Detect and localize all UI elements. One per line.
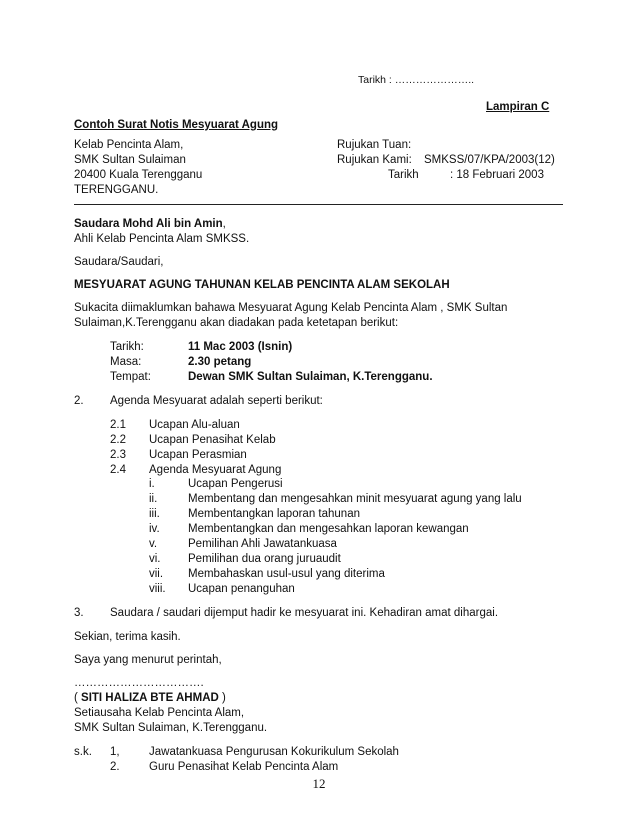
attachment-label: Lampiran C: [486, 101, 550, 113]
sub-agenda-number: vi.: [149, 553, 161, 565]
order-line: Saya yang menurut perintah,: [74, 654, 222, 666]
agenda-item: Ucapan Perasmian: [149, 449, 247, 461]
agenda-item: Ucapan Alu-aluan: [149, 419, 240, 431]
item-number: 3.: [74, 607, 84, 619]
recipient-comma: ,: [222, 218, 226, 230]
intro-line: Sulaiman,K.Terengganu akan diadakan pada ketetapan berikut:: [74, 317, 399, 329]
agenda-number: 2.1: [110, 419, 126, 431]
item-number: 2.: [74, 395, 84, 407]
ref-ours-value: SMKSS/07/KPA/2003(12): [424, 154, 555, 166]
detail-label: Masa:: [110, 356, 142, 368]
divider: [74, 204, 563, 205]
agenda-number: 2.4: [110, 464, 126, 476]
detail-label: Tempat:: [110, 371, 151, 383]
detail-label: Tarikh:: [110, 341, 144, 353]
sub-agenda-number: iii.: [149, 508, 160, 520]
sub-agenda-number: ii.: [149, 493, 158, 505]
cc-number: 1,: [110, 746, 120, 758]
sub-agenda-item: Pemilihan Ahli Jawatankuasa: [188, 538, 337, 550]
sub-agenda-number: i.: [149, 478, 155, 490]
agenda-item: Agenda Mesyuarat Agung: [149, 464, 282, 476]
ref-ours-label: Rujukan Kami:: [337, 154, 412, 166]
cc-item: Guru Penasihat Kelab Pencinta Alam: [149, 761, 339, 773]
detail-value: Dewan SMK Sultan Sulaiman, K.Terengganu.: [188, 371, 433, 383]
sub-agenda-number: viii.: [149, 583, 166, 595]
sub-agenda-number: v.: [149, 538, 158, 550]
sender-line: TERENGGANU.: [74, 184, 159, 196]
sub-agenda-item: Membentang dan mengesahkan minit mesyuarat agung yang lalu: [188, 493, 522, 505]
salutation: Saudara/Saudari,: [74, 256, 164, 268]
signature-line: …………………………….: [74, 677, 204, 689]
sub-agenda-item: Ucapan Pengerusi: [188, 478, 283, 490]
ref-date-value: : 18 Februari 2003: [450, 169, 544, 181]
signer-name-line: [74, 691, 226, 705]
signer-open: (: [74, 692, 82, 704]
agenda-item: Ucapan Penasihat Kelab: [149, 434, 276, 446]
sub-agenda-item: Pemilihan dua orang juruaudit: [188, 553, 341, 565]
recipient-name: Saudara Mohd Ali bin Amin: [74, 218, 223, 230]
document-title: Contoh Surat Notis Mesyuarat Agung: [74, 119, 279, 131]
date-blank: Tarikh : …………………..: [358, 74, 475, 86]
sender-line: SMK Sultan Sulaiman: [74, 154, 186, 166]
sub-agenda-item: Membentangkan laporan tahunan: [188, 508, 360, 520]
signer-title: SMK Sultan Sulaiman, K.Terengganu.: [74, 722, 268, 734]
item-text: Saudara / saudari dijemput hadir ke mesyuarat ini. Kehadiran amat dihargai.: [110, 607, 499, 619]
item-text: Agenda Mesyuarat adalah seperti berikut:: [110, 395, 323, 407]
ref-your-label: Rujukan Tuan:: [337, 139, 412, 151]
closing: Sekian, terima kasih.: [74, 631, 181, 643]
page-number: 12: [312, 776, 326, 791]
sub-agenda-number: iv.: [149, 523, 160, 535]
agenda-number: 2.2: [110, 434, 126, 446]
sub-agenda-number: vii.: [149, 568, 164, 580]
detail-value: 2.30 petang: [188, 356, 252, 368]
signer-title: Setiausaha Kelab Pencinta Alam,: [74, 707, 245, 719]
sub-agenda-item: Membahaskan usul-usul yang diterima: [188, 568, 385, 580]
cc-item: Jawatankuasa Pengurusan Kokurikulum Sekolah: [149, 746, 399, 758]
ref-date-label: Tarikh: [388, 169, 419, 181]
detail-value: 11 Mac 2003 (Isnin): [188, 341, 293, 353]
recipient-org: Ahli Kelab Pencinta Alam SMKSS.: [74, 233, 250, 245]
cc-label: s.k.: [74, 746, 92, 758]
intro-line: Sukacita diimaklumkan bahawa Mesyuarat Agung Kelab Pencinta Alam , SMK Sultan: [74, 302, 508, 314]
sub-agenda-item: Membentangkan dan mengesahkan laporan kewangan: [188, 523, 469, 535]
sender-line: Kelab Pencinta Alam,: [74, 139, 184, 151]
sender-line: 20400 Kuala Terengganu: [74, 169, 203, 181]
signer-close: ): [218, 692, 226, 704]
agenda-number: 2.3: [110, 449, 126, 461]
subject: MESYUARAT AGUNG TAHUNAN KELAB PENCINTA ALAM SEKOLAH: [74, 279, 450, 291]
signer-name: SITI HALIZA BTE AHMAD: [81, 692, 219, 704]
cc-number: 2.: [110, 761, 120, 773]
sub-agenda-item: Ucapan penanguhan: [188, 583, 295, 595]
recipient-name-line: [74, 217, 226, 231]
